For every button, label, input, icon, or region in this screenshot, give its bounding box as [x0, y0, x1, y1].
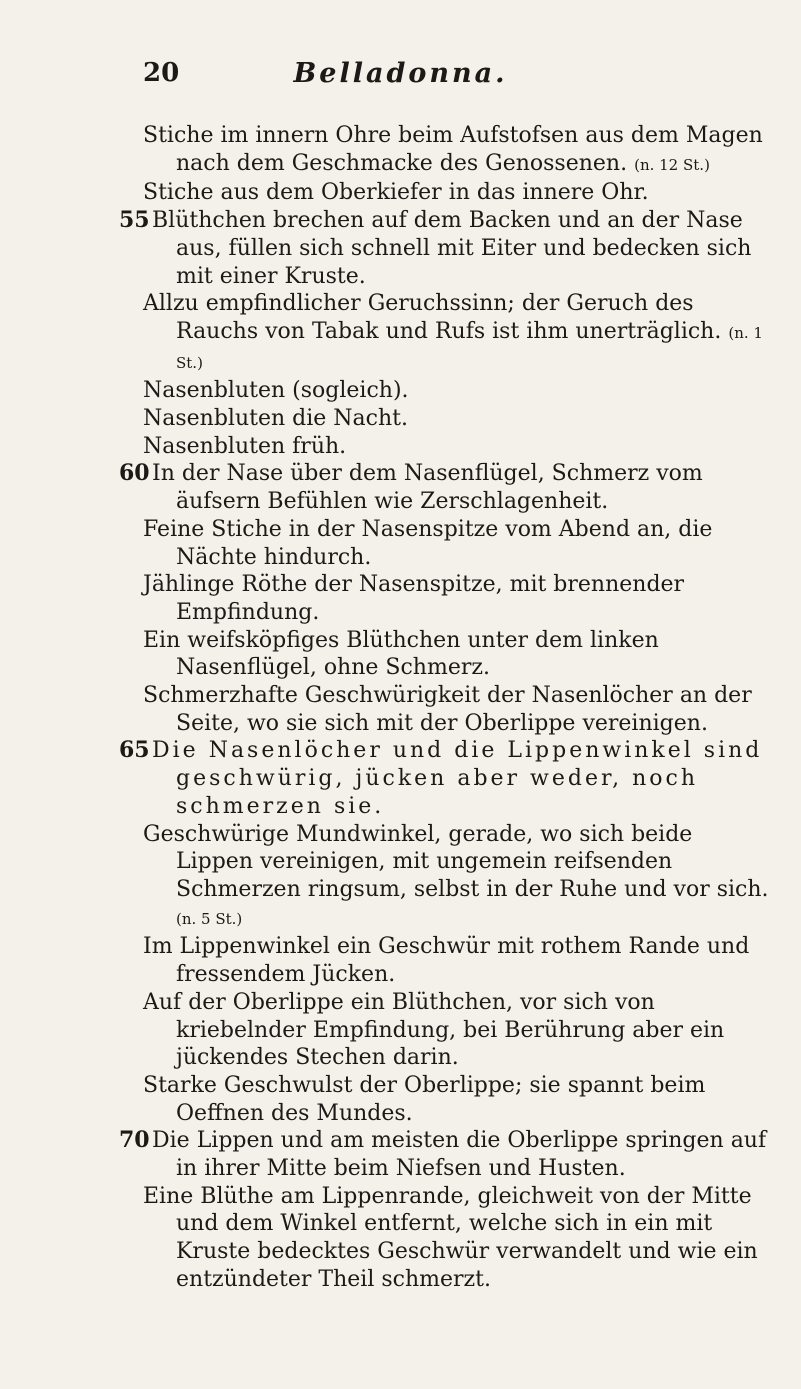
entry-reference: (n. 12 St.)	[634, 155, 710, 174]
entry: Stiche aus dem Oberkiefer in das innere Ohr.	[143, 180, 649, 206]
entry: Schmerzhafte Geschwürigkeit der Nasenlöcher an der Seite, wo sie sich mit der Oberlippe vereinigen.	[143, 683, 752, 736]
entry: 65 Die Nasenlöcher und die Lippenwinkel sind geschwürig, jücken aber weder, noch schmerzen sie.	[119, 737, 763, 819]
entry: Nasenbluten die Nacht.	[143, 406, 408, 432]
entry: Nasenbluten früh.	[143, 433, 347, 459]
entry-list	[119, 122, 773, 1294]
page-header	[0, 58, 801, 98]
entry-reference: (n. 1 St.)	[176, 323, 763, 372]
entry: 70 Die Lippen und am meisten die Oberlippe springen auf in ihrer Mitte beim Niefsen und Husten.	[119, 1127, 767, 1182]
entry: 55 Blüthchen brechen auf dem Backen und an der Nase aus, füllen sich schnell mit Eiter und bedecken sich mit einer Kruste.	[119, 207, 752, 289]
entry: Eine Blüthe am Lippenrande, gleichweit von der Mitte und dem Winkel entfernt, welche sich in ein mit Kruste bedecktes Geschwür verwandelt und wie ein entzündeter Theil schmerzt.	[143, 1183, 758, 1292]
entry: Feine Stiche in der Nasenspitze vom Abend an, die Nächte hindurch.	[143, 516, 713, 570]
entry-number: 55	[119, 207, 150, 234]
entry-number: 65	[119, 737, 150, 764]
entry: Ein weifsköpfiges Blüthchen unter dem linken Nasenflügel, ohne Schmerz.	[143, 627, 659, 681]
entry: Jählinge Röthe der Nasenspitze, mit brennender Empfindung.	[143, 572, 685, 625]
entry: Allzu empfindlicher Geruchssinn; der Geruch des Rauchs von Tabak und Rufs ist ihm unerträglich. (n. 1 St.)	[143, 291, 763, 372]
entry: Starke Geschwulst der Oberlippe; sie spannt beim Oeffnen des Mundes.	[143, 1072, 706, 1126]
entry: Nasenbluten (sogleich).	[143, 378, 409, 404]
entry: Auf der Oberlippe ein Blüthchen, vor sich von kriebelnder Empfindung, bei Berührung aber ein jückendes Stechen darin.	[143, 989, 725, 1071]
entry: 60 In der Nase über dem Nasenflügel, Schmerz vom äufsern Befühlen wie Zerschlagenheit.	[119, 460, 703, 515]
entry-number: 60	[119, 460, 150, 487]
entry-number: 70	[119, 1127, 150, 1154]
entry: Stiche im innern Ohre beim Aufstofsen aus dem Magen nach dem Geschmacke des Genossenen. (n. 12 St.)	[143, 123, 763, 176]
entry-reference: (n. 5 St.)	[176, 909, 243, 928]
page-number: 20	[143, 58, 180, 88]
entry: Geschwürige Mundwinkel, gerade, wo sich beide Lippen vereinigen, mit ungemein reifsenden Schmerzen ringsum, selbst in der Ruhe und vor sich. (n. 5 St.)	[143, 821, 769, 928]
entry: Im Lippenwinkel ein Geschwür mit rothem Rande und fressendem Jücken.	[143, 934, 750, 988]
running-title: Belladonna.	[293, 58, 508, 89]
